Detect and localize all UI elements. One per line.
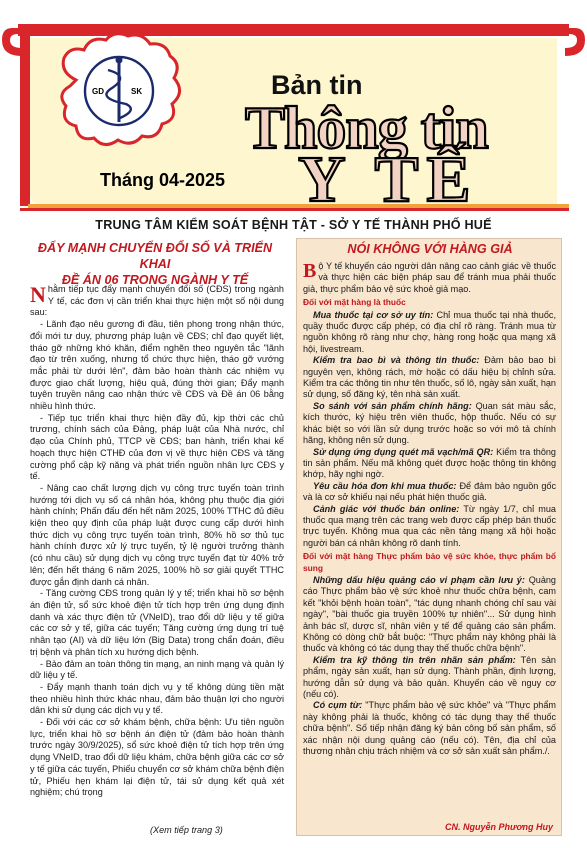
paragraph: [30, 284, 284, 319]
paragraph-text: Quan sát màu sắc, kích thước, ký hiệu trên viên thuốc, hộp thuốc. Nếu có sự khác biệt so với lần sử dụng trước hoặc so với mô tả chính hãng, không nên sử dụng.: [303, 400, 556, 446]
issue-month: Tháng 04-2025: [100, 170, 226, 190]
drop-cap: B: [303, 260, 317, 282]
lead-text: Kiểm tra kỹ thông tin trên nhãn sản phẩm:: [313, 654, 516, 665]
lead-text: Có cụm từ:: [313, 700, 363, 711]
paragraph: [303, 700, 556, 757]
left-article-body: [30, 284, 284, 799]
paragraph-text: Đảm bảo bao bì nguyên vẹn, không rách, mờ hoặc có dấu hiệu bị chỉnh sửa. Kiểm tra các thông tin như tên thuốc, số lô, ngày sản xuất, hạn sử dụng, số đăng ký, tên nhà sản xuất.: [303, 355, 556, 400]
paragraph-text: "Thực phẩm bảo vệ sức khỏe" và "Thực phẩm này không phải là thuốc, không có tác dụng thay thế thuốc chữa bệnh". Số tiếp nhận đăng ký bản công bố sản phẩm, số xác nhận nội dung quảng cáo (nếu có). Tên, địa chỉ của thương nhân chịu trách nhiệm và cơ sở sản xuất sản phẩm./.: [303, 700, 556, 757]
lead-text: Mua thuốc tại cơ sở uy tín:: [313, 309, 434, 320]
section-heading: Đối với mặt hàng là thuốc: [303, 297, 406, 308]
lead-text: Kiểm tra bao bì và thông tin thuốc:: [313, 355, 480, 366]
newsletter-title-yte: Y TẾ: [298, 143, 479, 216]
paragraph-text: Từ ngày 1/7, chỉ mua thuốc qua mạng trên các trang web được cấp phép bán thuốc trực tuyến. Không mua qua các nền tảng mạng xã hội hoặc người bán cá nhân không rõ danh tính.: [303, 503, 556, 548]
paragraph: - Lãnh đạo nêu gương đi đầu, tiên phong trong nhận thức, đổi mới tư duy, phương pháp luận về CĐS; chỉ đạo quyết liệt, tháo gỡ những khó khăn, điểm nghẽn theo nguyên tắc "lãnh đạo từ trên xuống, nhưng tổ chức thực hiện, tháo gỡ vướng mắc phải từ dưới lên", đảm bảo hoàn thành các nhiệm vụ được giao chất lượng, hiệu quả, đúng thời gian; Đẩy mạnh tuyên truyền nâng cao nhận thức về CĐS và Đề án 06 bằng nhiều hình thức.: [30, 319, 284, 412]
masthead: [0, 0, 587, 214]
left-title-line1: ĐẨY MẠNH CHUYỂN ĐỔI SỐ VÀ TRIỂN KHAI: [37, 241, 273, 271]
left-article-title: [28, 240, 282, 288]
paragraph: [303, 481, 556, 504]
paragraph-text: Để đảm bảo nguồn gốc và là cơ sở khiếu nại nếu phát hiện thuốc giả.: [303, 480, 556, 503]
paragraph: [303, 310, 556, 356]
paragraph-text: Chỉ mua thuốc tại nhà thuốc, quầy thuốc được cấp phép, có địa chỉ rõ ràng. Tránh mua từ nguồn không rõ ràng như chợ, hàng rong hoặc qua mạng xã hội, livestream.: [303, 309, 556, 354]
publisher-line: TRUNG TÂM KIỂM SOÁT BỆNH TẬT - SỞ Y TẾ THÀNH PHỐ HUẾ: [95, 218, 492, 232]
paragraph: [303, 261, 556, 295]
paragraph: [303, 401, 556, 447]
lead-text: Những dấu hiệu quảng cáo vi phạm cần lưu ý:: [313, 574, 525, 585]
drop-cap: N: [30, 282, 46, 307]
paragraph-text: Kiểm tra thông tin sản phẩm. Nếu mã không quét được hoặc thông tin không khớp, hãy nghi ngờ.: [303, 446, 556, 480]
section-heading: Đối với mặt hàng Thực phẩm bảo vệ sức khỏe, thực phẩm bổ sung: [303, 551, 556, 573]
right-article-title: NÓI KHÔNG VỚI HÀNG GIẢ: [347, 242, 513, 256]
right-article-box: [296, 238, 562, 836]
lead-text: Sử dụng ứng dụng quét mã vạch/mã QR:: [313, 446, 494, 457]
paragraph: [303, 655, 556, 701]
paragraph: [303, 447, 556, 481]
paragraph-text: Quảng cáo Thực phẩm bảo vệ sức khoẻ như thuốc chữa bệnh, cam kết "khỏi bệnh hoàn toàn", "tác dụng nhanh chóng chỉ sau vài ngày", "bài thuốc gia truyền 100% tự nhiên"... Sử dụng hình ảnh bác sĩ, dược sĩ, nhân viên y tế để quảng cáo sản phẩm. Không có dòng chữ bắt buộc: "Thực phẩm này không phải là thuốc và không có tác dụng thay thế thuốc chữa bệnh".: [303, 574, 556, 654]
lead-text: Cảnh giác với thuốc bán online:: [313, 503, 460, 514]
paragraph: [303, 355, 556, 401]
paragraph: - Tăng cường CĐS trong quản lý y tế; triển khai hồ sơ bệnh án điện tử, sổ sức khoẻ điện tử tích hợp trên ứng dụng định danh và xác thực điện tử (VNeID), trao đổi dữ liệu y tế giữa các cơ sở y tế, giữa các tuyến; Tăng cường ứng dụng trí tuệ nhân tạo (AI) và dữ liệu lớn (Big Data) trong chẩn đoán, điều trị bệnh và phân tích xu hướng dịch bệnh.: [30, 588, 284, 657]
paragraph: - Tiếp tục triển khai thực hiện đầy đủ, kịp thời các chủ trương, chính sách của Đảng, pháp luật của Nhà nước, chỉ đạo của Chính phủ, TTCP về CĐS; ban hành, triển khai kế hoạch thực hiện CTHĐ của đơn vị về thực hiện CĐS và tăng cường phổ cập kỹ năng và phát triển nguồn nhân lực CĐS y tế.: [30, 412, 284, 482]
lead-text: So sánh với sản phẩm chính hãng:: [313, 400, 472, 411]
logo-text-right: SK: [131, 87, 143, 96]
right-article-body: [303, 261, 556, 757]
paragraph-text: ộ Y tế khuyến cáo người dân nâng cao cảnh giác về thuốc và thực hiện các biện pháp sau để tránh mua phải thuốc giả, thực phẩm bảo vệ sức khoẻ giả mạo.: [303, 261, 556, 294]
newsletter-subtitle: Bản tin: [271, 70, 363, 100]
left-title-line2: ĐỀ ÁN 06 TRONG NGÀNH Y TẾ: [61, 273, 249, 287]
paragraph-text: hằm tiếp tục đẩy mạnh chuyển đổi số (CĐS) trong ngành Y tế, các đơn vị cần triển khai thực hiện một số nội dung sau:: [30, 284, 284, 318]
newsletter-title: Thông tin: [245, 95, 488, 161]
lead-text: Yêu cầu hóa đơn khi mua thuốc:: [313, 480, 457, 491]
paragraph: [303, 504, 556, 550]
author-signature: CN. Nguyễn Phương Huy: [445, 822, 553, 832]
paragraph: - Đẩy mạnh thanh toán dịch vụ y tế không dùng tiền mặt theo nhiều hình thức khác nhau, đảm bảo thuận lợi cho người dân khi sử dụng các dịch vụ y tế.: [30, 681, 284, 716]
paragraph: [303, 575, 556, 655]
paragraph: - Bảo đảm an toàn thông tin mạng, an ninh mạng và quản lý dữ liệu y tế.: [30, 658, 284, 681]
paragraph: - Nâng cao chất lượng dịch vụ công trực tuyến toàn trình hướng tới dịch vụ số cá nhân hóa, không phụ thuộc địa giới hành chính; Phấn đấu đến hết năm 2025, 100% TTHC đủ điều kiện theo quy định của pháp luật được cung cấp dưới hình thức dịch vụ công trực tuyến toàn trình, 80% hồ sơ thủ tục hành chính được xử lý trực tuyến, tỷ lệ người trưởng thành (có nhu cầu) sử dụng dịch vụ công trực tuyến đạt từ 40% trở lên; đến hết tháng 6 năm 2025, 100% hồ sơ giải quyết TTHC được gắn định danh cá nhân.: [30, 482, 284, 587]
continued-note: (Xem tiếp trang 3): [150, 825, 223, 835]
logo-text-left: GD: [92, 87, 104, 96]
paragraph: - Đối với các cơ sở khám bệnh, chữa bệnh: Ưu tiên nguồn lực, triển khai hồ sơ bệnh án điện tử (đảm bảo hoàn thành trước ngày 30/9/2025), sổ sức khoẻ điện tử tích hợp trên ứng dụng VNeID, trao đổi dữ liệu khám, chữa bệnh giữa các cơ sở y tế giữa các tuyến, Phiếu chuyển cơ sở khám chữa bệnh điện tử, Phiếu hẹn khám lại điện tử, tái sử dụng kết quả xét nghiệm; chú trọng: [30, 717, 284, 798]
paragraph-text: Tên sản phẩm, ngày sản xuất, hạn sử dụng. Thành phần, định lượng, hướng dẫn sử dụng và bảo quản. Khuyến cáo về nguy cơ (nếu có).: [303, 654, 556, 700]
